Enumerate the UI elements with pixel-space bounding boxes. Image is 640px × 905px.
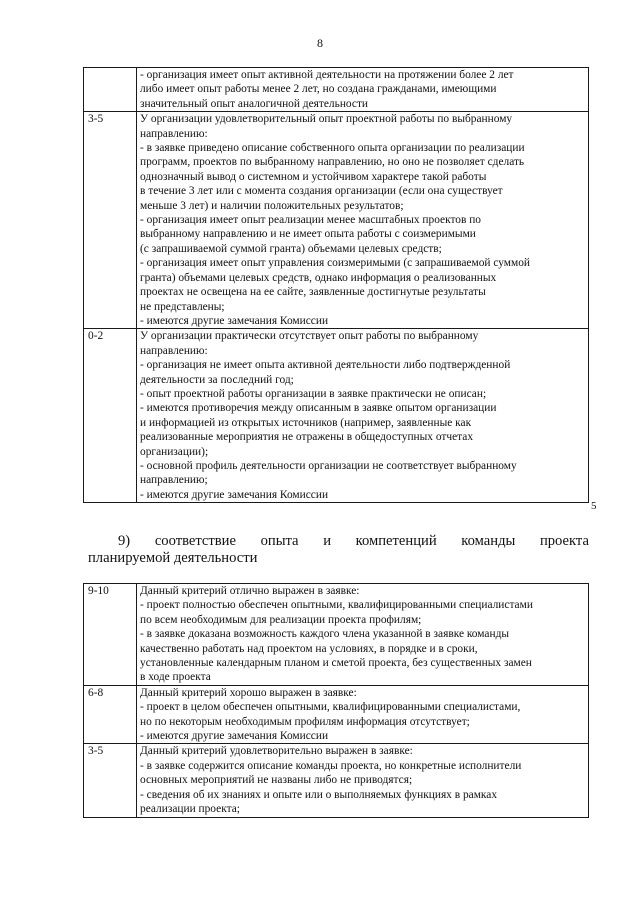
description-line: - проект полностью обеспечен опытными, квалифицированными специалистами xyxy=(140,599,533,612)
description-line: но по некоторым необходимым профилям информация отсутствует; xyxy=(140,715,470,728)
description-line: - в заявке доказана возможность каждого члена указанной в заявке команды xyxy=(140,628,510,641)
description-line: деятельности за последний год; xyxy=(140,373,294,386)
description-line: организации); xyxy=(140,445,209,458)
description-line: реализации проекта; xyxy=(140,803,240,816)
description-line: - организация имеет опыт управления соизмеримыми (с запрашиваемой суммой xyxy=(140,257,530,270)
description-line: - имеются другие замечания Комиссии xyxy=(140,730,329,743)
description-line: - организация не имеет опыта активной деятельности либо подтвержденной xyxy=(140,359,511,372)
description-line: - имеются другие замечания Комиссии xyxy=(140,314,329,327)
description-line: и информацией из открытых источников (например, заявленные как xyxy=(140,416,472,429)
description-line: - опыт проектной работы организации в заявке практически не описан; xyxy=(140,387,487,400)
page-number: 8 xyxy=(317,36,323,50)
score-cell: 0-2 xyxy=(84,329,137,503)
heading-word: проекта xyxy=(539,533,589,549)
description-line: - имеются другие замечания Комиссии xyxy=(140,488,329,501)
description-line: в ходе проекта xyxy=(140,671,211,684)
description-line: гранта) объемами целевых средств, однако информация о реализованных xyxy=(140,271,497,284)
description-line: направлению: xyxy=(140,127,208,140)
table-body xyxy=(84,68,589,503)
table-row xyxy=(84,68,589,112)
description-cell xyxy=(137,112,589,329)
heading-word: опыта xyxy=(260,533,299,549)
table-body xyxy=(84,584,589,818)
description-line: проектах не освещена на ее сайте, заявленные достигнутые результаты xyxy=(140,286,486,299)
score-cell: 3-5 xyxy=(84,744,137,817)
table-row xyxy=(84,112,589,329)
section-heading-line-2: планируемой деятельности xyxy=(88,550,258,566)
description-line: меньше 3 лет) и наличии положительных результатов; xyxy=(140,199,404,212)
criteria-table-team-competence xyxy=(83,583,589,818)
score-cell xyxy=(84,68,137,112)
heading-word: и xyxy=(323,533,331,549)
description-line: У организации практически отсутствует опыт работы по выбранному xyxy=(140,330,479,343)
score-cell: 9-10 xyxy=(84,584,137,686)
table-row xyxy=(84,685,589,744)
description-line: - основной профиль деятельности организации не соответствует выбранному xyxy=(140,459,517,472)
table-row xyxy=(84,584,589,686)
margin-mark: 5 xyxy=(591,500,597,512)
description-cell xyxy=(137,584,589,686)
description-cell xyxy=(137,329,589,503)
description-line: направлению: xyxy=(140,344,208,357)
description-line: Данный критерий удовлетворительно выражен в заявке: xyxy=(140,745,413,758)
description-line: установленные календарным планом и сметой проекта, без существенных замен xyxy=(140,657,532,670)
description-line: в течение 3 лет или с момента создания организации (если она существует xyxy=(140,185,503,198)
description-line: либо имеет опыт работы менее 2 лет, но создана гражданами, имеющими xyxy=(140,83,497,96)
description-line: - организация имеет опыт реализации менее масштабных проектов по xyxy=(140,214,482,227)
score-cell: 6-8 xyxy=(84,685,137,744)
description-cell xyxy=(137,685,589,744)
section-heading-9 xyxy=(88,533,589,567)
criteria-table-organization-experience xyxy=(83,67,589,503)
description-line: У организации удовлетворительный опыт проектной работы по выбранному xyxy=(140,113,513,126)
description-line: Данный критерий отлично выражен в заявке: xyxy=(140,585,360,597)
description-line: - имеются противоречия между описанным в заявке опытом организации xyxy=(140,402,497,415)
description-line: по всем необходимым для реализации проекта профилям; xyxy=(140,613,422,626)
description-line: - организация имеет опыт активной деятельности на протяжении более 2 лет xyxy=(140,69,514,81)
description-line: (с запрашиваемой суммой гранта) объемами целевых средств; xyxy=(140,242,442,255)
description-line: - сведения об их знаниях и опыте или о выполняемых функциях в рамках xyxy=(140,788,498,801)
heading-word: команды xyxy=(461,533,516,549)
description-line: Данный критерий хорошо выражен в заявке: xyxy=(140,686,357,699)
description-line: реализованные мероприятия не отражены в общедоступных отчетах xyxy=(140,431,474,444)
table-row xyxy=(84,329,589,503)
table-row xyxy=(84,744,589,817)
description-line: программ, проектов по выбранному направлению, но оно не позволяет сделать xyxy=(140,156,525,169)
description-line: не представлены; xyxy=(140,300,225,313)
heading-word: компетенций xyxy=(355,533,437,549)
description-line: - в заявке приведено описание собственного опыта организации по реализации xyxy=(140,142,525,155)
description-line: - в заявке содержится описание команды проекта, но конкретные исполнители xyxy=(140,759,522,772)
description-line: направлению; xyxy=(140,474,208,487)
section-number: 9) xyxy=(118,533,131,549)
description-line: качественно работать над проектом на условиях, в порядке и в сроки, xyxy=(140,642,478,655)
description-line: значительный опыт аналогичной деятельности xyxy=(140,97,369,110)
description-line: выбранному направлению и не имеет опыта работы с соизмеримыми xyxy=(140,228,476,241)
description-line: однозначный вывод о системном и устойчивом характере такой работы xyxy=(140,170,487,183)
score-cell: 3-5 xyxy=(84,112,137,329)
section-heading-line-1 xyxy=(118,533,589,550)
heading-word: соответствие xyxy=(154,533,236,549)
description-cell xyxy=(137,68,589,112)
description-cell xyxy=(137,744,589,817)
description-line: - проект в целом обеспечен опытными, квалифицированными специалистами, xyxy=(140,701,521,714)
description-line: основных мероприятий не названы либо не приводятся; xyxy=(140,774,413,787)
